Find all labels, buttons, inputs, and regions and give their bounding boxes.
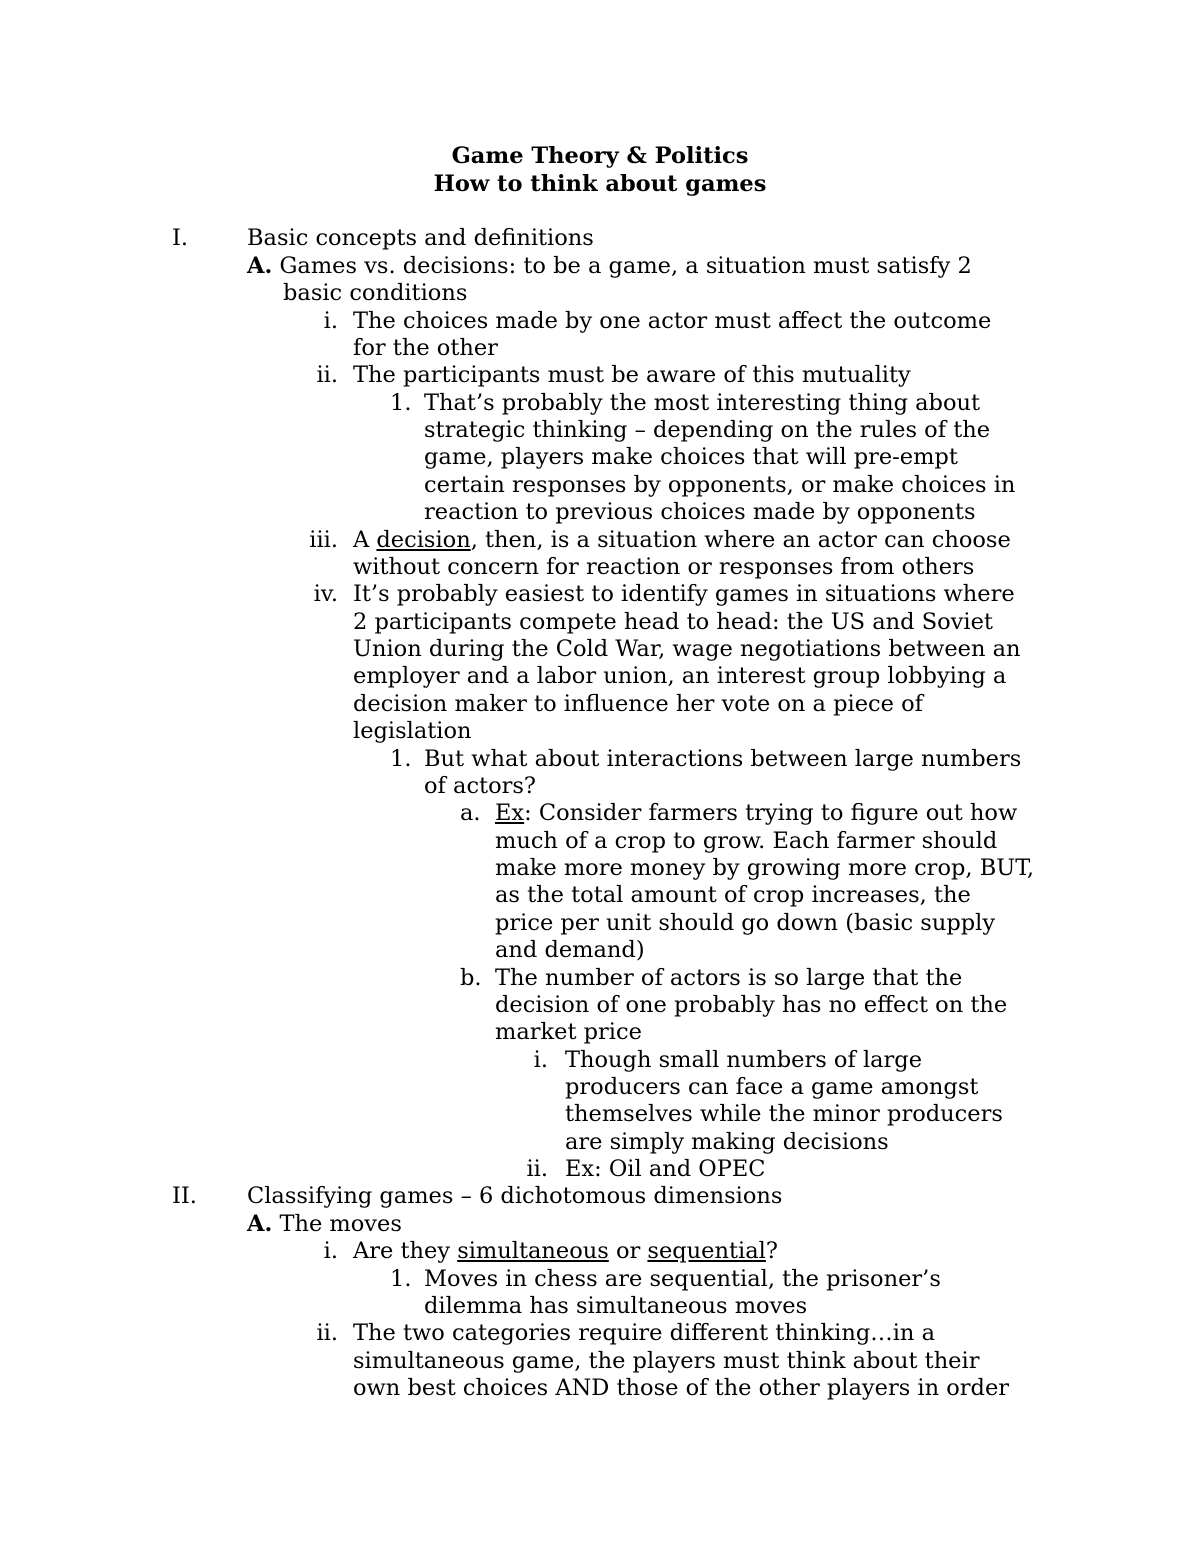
list-item-text: certain responses by opponents, or make choices in — [424, 472, 1016, 498]
list-item-text: simultaneous game, the players must think about their — [353, 1348, 980, 1374]
list-item-text: It’s probably easiest to identify games in situations where — [353, 581, 1015, 607]
list-marker: 1. — [390, 746, 412, 772]
list-item-text: dilemma has simultaneous moves — [424, 1293, 808, 1319]
list-item-text: Moves in chess are sequential, the prisoner’s — [424, 1266, 941, 1292]
list-item-text: 2 participants compete head to head: the US and Soviet — [353, 609, 993, 635]
item-text-continued: basic conditions — [283, 280, 468, 306]
text-run: : Consider farmers trying to figure out how — [524, 800, 1018, 826]
list-item-text: are simply making decisions — [565, 1129, 889, 1155]
section-heading: Classifying games – 6 dichotomous dimensions — [247, 1183, 783, 1209]
section-number: I. — [172, 225, 189, 251]
list-marker: ii. — [316, 1320, 338, 1346]
list-item-text: market price — [495, 1019, 642, 1045]
list-marker: ii. — [316, 362, 338, 388]
underlined-term: simultaneous — [457, 1238, 609, 1264]
outline-item-A — [247, 1210, 402, 1238]
item-text: The moves — [279, 1211, 402, 1237]
list-item-text: themselves while the minor producers — [565, 1101, 1003, 1127]
text-run: A — [353, 527, 377, 553]
list-item-text: reaction to previous choices made by opponents — [424, 499, 976, 525]
underlined-term: decision — [376, 527, 471, 553]
list-item-text: Union during the Cold War, wage negotiations between an — [353, 636, 1021, 662]
list-item-text: decision maker to influence her vote on a piece of — [353, 691, 923, 717]
list-marker: b. — [460, 965, 482, 991]
list-item-text: producers can face a game amongst — [565, 1074, 979, 1100]
list-item-text: The two categories require different thinking…in a — [353, 1320, 935, 1346]
list-item-text: own best choices AND those of the other players in order — [353, 1375, 1010, 1401]
text-run: or — [608, 1238, 648, 1264]
list-marker: a. — [460, 800, 481, 826]
text-run: ? — [765, 1238, 778, 1264]
text-run: , then, is a situation where an actor can choose — [470, 527, 1011, 553]
list-marker: 1. — [390, 1266, 412, 1292]
page-title: Game Theory & Politics — [451, 143, 749, 169]
list-marker: 1. — [390, 390, 412, 416]
list-item-text: as the total amount of crop increases, the — [495, 882, 971, 908]
list-item-text: decision of one probably has no effect on the — [495, 992, 1008, 1018]
list-marker: i. — [323, 1238, 338, 1264]
list-item-text: Though small numbers of large — [565, 1047, 923, 1073]
list-item-text: The participants must be aware of this mutuality — [353, 362, 911, 388]
list-item-text: and demand) — [495, 937, 645, 963]
list-item-text: But what about interactions between large numbers — [424, 746, 1022, 772]
list-marker: iii. — [309, 527, 338, 553]
list-item-text: That’s probably the most interesting thing about — [424, 390, 981, 416]
list-item-text: make more money by growing more crop, BUT, — [495, 855, 1035, 881]
list-marker: ii. — [526, 1156, 548, 1182]
list-item-text: for the other — [353, 335, 498, 361]
list-item-text: The choices made by one actor must affect the outcome — [353, 308, 992, 334]
underlined-term: sequential — [647, 1238, 766, 1264]
list-item-text: Ex: Oil and OPEC — [565, 1156, 766, 1182]
outline-item-A — [247, 252, 972, 280]
list-marker: iv. — [313, 581, 338, 607]
list-item-text: of actors? — [424, 773, 536, 799]
list-item-text: employer and a labor union, an interest group lobbying a — [353, 663, 1007, 689]
item-text: Games vs. decisions: to be a game, a situation must satisfy 2 — [279, 253, 972, 279]
list-item-text: without concern for reaction or responses from others — [353, 554, 975, 580]
list-item-text — [495, 799, 1017, 827]
section-number: II. — [172, 1183, 197, 1209]
list-item-text: game, players make choices that will pre-empt — [424, 444, 958, 470]
page-subtitle: How to think about games — [433, 171, 767, 197]
list-marker: i. — [323, 308, 338, 334]
list-item-text — [353, 1237, 778, 1265]
list-item-text — [353, 526, 1011, 554]
list-item-text: much of a crop to grow. Each farmer should — [495, 828, 998, 854]
item-label: A. — [247, 253, 273, 279]
list-marker: i. — [533, 1047, 548, 1073]
underlined-term: Ex — [495, 800, 525, 826]
text-run: Are they — [353, 1238, 458, 1264]
list-item-text: The number of actors is so large that the — [495, 965, 963, 991]
item-label: A. — [247, 1211, 273, 1237]
list-item-text: strategic thinking – depending on the rules of the — [424, 417, 991, 443]
list-item-text: legislation — [353, 718, 472, 744]
section-heading: Basic concepts and definitions — [247, 225, 594, 251]
list-item-text: price per unit should go down (basic supply — [495, 910, 996, 936]
